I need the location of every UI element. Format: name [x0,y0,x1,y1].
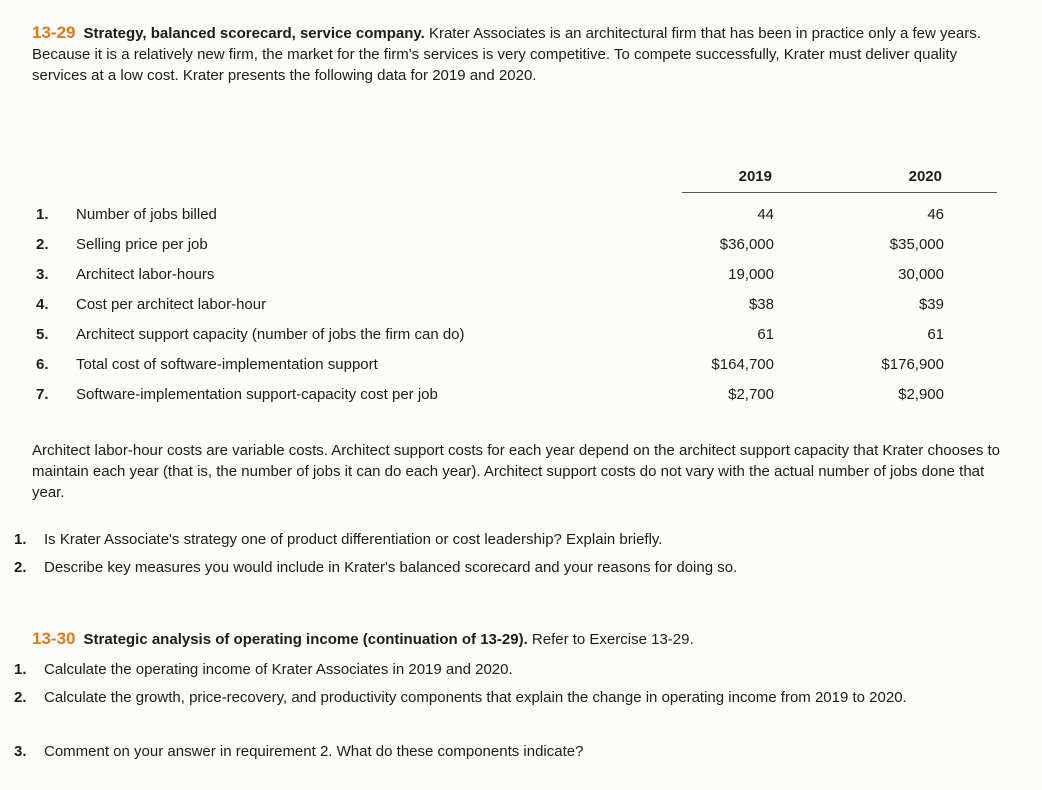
row-label: Architect support capacity (number of jobs the firm can do) [76,326,465,343]
table-row [32,356,972,378]
requirement-text: Calculate the growth, price-recovery, and productivity components that explain the change in operating income from 2019 to 2020. [44,689,907,706]
cost-behavior-note: Architect labor-hour costs are variable costs. Architect support costs for each year depend on the architect support capacity that Krater chooses to maintain each year (that is, the number of jobs it can do each year). Architect support costs do not vary with the actual number of jobs done that year. [32,442,1000,501]
row-label: Cost per architect labor-hour [76,296,267,313]
cell-2020: 30,000 [898,266,944,283]
requirement-index: 1. [14,661,27,678]
row-index: 7. [36,386,49,403]
requirement-text: Comment on your answer in requirement 2. What do these components indicate? [44,743,584,760]
row-index: 2. [36,236,49,253]
row-label: Selling price per job [76,236,208,253]
requirement-item [14,742,994,762]
header-rule [682,192,997,193]
requirement-text: Calculate the operating income of Krater Associates in 2019 and 2020. [44,661,513,678]
requirement-index: 1. [14,531,27,548]
cell-2020: $39 [918,296,944,313]
column-header-2019: 2019 [738,168,772,185]
exercise-heading: Strategic analysis of operating income (continuation of 13-29). [83,631,528,648]
cell-2019: $164,700 [711,356,774,373]
table-row [32,326,972,348]
exercise-13-30-intro [32,628,1002,650]
cell-2019: $2,700 [728,386,774,403]
requirement-item [14,660,994,680]
requirement-item [14,530,994,550]
requirement-text: Describe key measures you would include in Krater's balanced scorecard and your reasons for doing so. [44,559,738,576]
exercise-number: 13-30 [32,629,76,648]
exercise-intro-text: Krater Associates is an architectural firm that has been in practice only a few years. Because it is a relatively new firm, the market for the firm's services is very competitive. To compete successfully, Krater must deliver quality services at a low cost. Krater presents the following data for 2019 and 2020. [32,25,981,84]
exercise-number: 13-29 [32,23,76,42]
row-label: Software-implementation support-capacity cost per job [76,386,438,403]
cell-2020: $35,000 [889,236,944,253]
requirement-index: 2. [14,559,27,576]
row-index: 5. [36,326,49,343]
cell-2020: 61 [927,326,944,343]
row-label: Total cost of software-implementation support [76,356,378,373]
row-label: Number of jobs billed [76,206,217,223]
row-index: 3. [36,266,49,283]
requirement-text: Is Krater Associate's strategy one of product differentiation or cost leadership? Explain briefly. [44,531,663,548]
cell-2019: $36,000 [719,236,774,253]
table-row [32,206,972,228]
requirement-item [14,688,994,708]
table-row [32,266,972,288]
requirement-item [14,558,994,578]
table-row [32,386,972,408]
table-row [32,236,972,258]
requirement-index: 2. [14,689,27,706]
row-index: 6. [36,356,49,373]
row-index: 4. [36,296,49,313]
row-index: 1. [36,206,49,223]
row-label: Architect labor-hours [76,266,215,283]
requirement-index: 3. [14,743,27,760]
cell-2019: 61 [757,326,774,343]
column-header-2020: 2020 [908,168,942,185]
cell-2020: $176,900 [881,356,944,373]
exercise-intro-text: Refer to Exercise 13-29. [531,631,694,648]
table-row [32,296,972,318]
exercise-heading: Strategy, balanced scorecard, service company. [83,25,425,42]
cell-2020: 46 [927,206,944,223]
exercise-13-29-intro [32,22,1002,86]
cell-2019: 19,000 [728,266,774,283]
cell-2020: $2,900 [898,386,944,403]
cell-2019: $38 [748,296,774,313]
cell-2019: 44 [757,206,774,223]
